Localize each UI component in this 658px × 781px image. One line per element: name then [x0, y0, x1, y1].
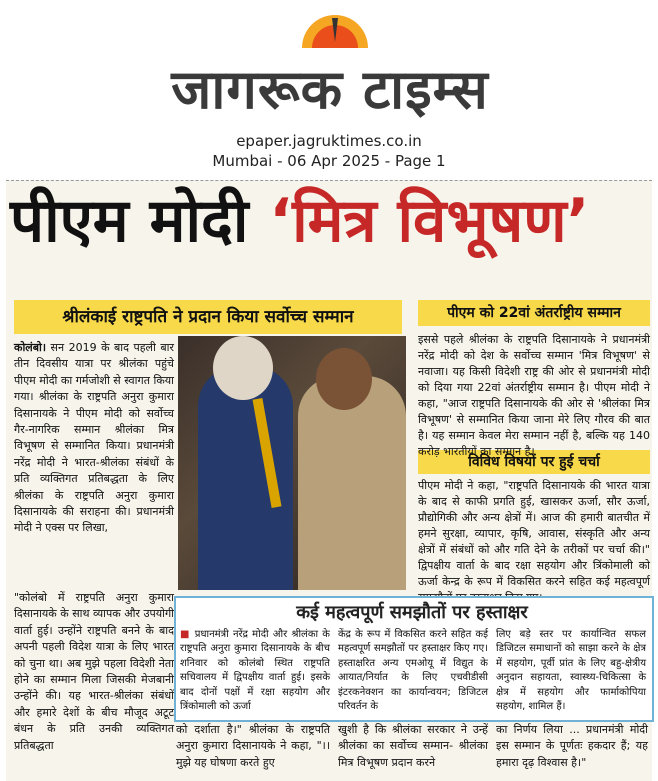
- photo-head-1: [213, 336, 273, 400]
- bullet-icon: ■: [180, 629, 195, 640]
- agreements-box-title: कई महत्वपूर्ण समझौतों पर हस्ताक्षर: [296, 602, 528, 623]
- article-column-1b: "कोलंबो में राष्ट्रपति अनुरा कुमारा दिसानायके के साथ व्यापक और उपयोगी वार्ता हुई। उन्होंने राष्ट्रपति बनने के बाद अपनी पहली विदेश यात्रा के लिए भारत को चुना था। अब मुझे पहला विदेशी नेता होने का सम्मान मिला जिसकी मेजबानी उन्होंने की। यह भारत-श्रीलंका संबंधों और हमारे देशों के बीच मौजूद अटूट बंधन के प्रति उनकी व्यक्तिगत प्रतिबद्धता: [14, 591, 174, 752]
- photo-head-2: [316, 348, 372, 410]
- box-column-1: [180, 628, 330, 714]
- right-subheading-1: पीएम को 22वां अंतर्राष्ट्रीय सम्मान: [418, 300, 650, 326]
- box-text-1: प्रधानमंत्री नरेंद्र मोदी और श्रीलंका के राष्ट्रपति अनुरा कुमारा दिसानायके के बीच शनिवार को कोलंबो स्थित राष्ट्रपति सचिवालय में द्विपक्षीय वार्ता हुई। इसके बाद दोनों पक्षों में रक्षा सहयोग और त्रिंकोमाली को ऊर्जा: [180, 629, 330, 713]
- bottom-column-2: खुशी है कि श्रीलंका सरकार ने उन्हें श्रीलंका का सर्वोच्च सम्मान- श्रीलंका मित्र विभूषण प्रदान करने: [338, 723, 488, 769]
- right-article-2: पीएम मोदी ने कहा, "राष्ट्रपति दिसानायके की भारत यात्रा के बाद से काफी प्रगति हुई, खासकर ऊर्जा, सौर ऊर्जा, प्रौद्योगिकी और अन्य क्षेत्रों में। आज की हमारी बातचीत में हमने सुरक्षा, व्यापार, कृषि, आवास, संस्कृति और अन्य क्षेत्रों में संबंधों को और गति देने के तरीकों पर चर्चा की।" द्विपक्षीय वार्ता के बाद रक्षा सहयोग और त्रिंकोमाली को ऊर्जा केन्द्र के रूप में विकसित करने सहित कई महत्वपूर्ण: [418, 479, 650, 588]
- right-subheading-2: विविध विषयों पर हुई चर्चा: [418, 450, 650, 474]
- article-text-1: सन 2019 के बाद पहली बार तीन दिवसीय यात्रा पर श्रीलंका पहुंचे पीएम मोदी का गर्मजोशी से स्वागत किया गया। श्रीलंका के राष्ट्रपति अनुरा कुमारा दिसानायके ने पीएम मोदी को सर्वोच्च गैर-नागरिक सम्मान श्रीलंका मित्र विभूषण से सम्मानित किया। प्रधानमंत्री नरेंद्र मोदी ने भारत-श्रीलंका संबंधों के प्रति व्यक्तिगत प्रतिबद्धता के लिए श्रीलंका के राष्ट्रपति अनुरा कुमारा दिसानायके की सराहना की। प्रधानमंत्री मोदी ने एक्स पर लिखा,: [14, 341, 174, 535]
- box-column-2: केंद्र के रूप में विकसित करने सहित कई महत्वपूर्ण समझौतों पर हस्ताक्षर किए गए। हस्ताक्षरित अन्य एमओयू में विद्युत के आयात/निर्यात के लिए एचवीडीसी इंटरकनेक्शन का कार्यान्वयन; डिजिटल परिवर्तन के: [338, 629, 488, 713]
- headline-part1: पीएम मोदी: [10, 186, 270, 256]
- right-article-1: इससे पहले श्रीलंका के राष्ट्रपति दिसानायके ने प्रधानमंत्री नरेंद्र मोदी को देश के सर्वोच्च सम्मान 'मित्र विभूषण' से नवाजा। यह किसी विदेशी राष्ट्र की ओर से प्रधानमंत्री मोदी को दिया गया 22वां अंतर्राष्ट्रीय सम्मान है। पीएम मोदी ने कहा, "आज राष्ट्रपति दिसानायके की ओर से 'श्रीलंका मित्र विभूषण' से सम्मानित किया जाना मेरे लिए गौरव की बात है। यह सम्मान केवल मेरा सम्मान नहीं है, बल्कि यह 140 करोड़ भारतीयों का सम्मान है।: [418, 333, 650, 458]
- article-column-1: [14, 340, 174, 585]
- bottom-column-3: का निर्णय लिया ... प्रधानमंत्री मोदी इस सम्मान के पूर्णतः हकदार हैं; यह हमारा दृढ़ विश्वास है।": [496, 723, 648, 769]
- dateline: कोलंबो।: [14, 341, 47, 354]
- edition-info: Mumbai - 06 Apr 2025 - Page 1: [212, 152, 446, 170]
- headline-part2: ‘मित्र विभूषण’: [269, 186, 590, 256]
- bottom-column-1: को दर्शाता है।" श्रीलंका के राष्ट्रपति अनुरा कुमारा दिसानायके ने कहा, "।।मुझे यह घोषणा करते हुए: [176, 723, 330, 769]
- box-column-3: लिए बड़े स्तर पर कार्यान्वित सफल डिजिटल समाधानों को साझा करने के क्षेत्र में सहयोग, पूर्वी प्रांत के लिए बहु-क्षेत्रीय अनुदान सहायता, स्वास्थ्य-चिकित्सा के क्षेत्र में सहयोग और फार्माकोपिया सहयोग, शामिल हैं।: [496, 629, 646, 713]
- newspaper-title: जागरूक टाइम्स: [171, 58, 489, 121]
- epaper-url[interactable]: epaper.jagruktimes.co.in: [236, 132, 422, 150]
- news-photo: [178, 336, 406, 590]
- main-subheading: श्रीलंकाई राष्ट्रपति ने प्रदान किया सर्वोच्च सम्मान: [14, 300, 402, 334]
- masthead: [0, 0, 658, 178]
- headline: [10, 188, 650, 254]
- logo-sun-icon: [300, 12, 370, 48]
